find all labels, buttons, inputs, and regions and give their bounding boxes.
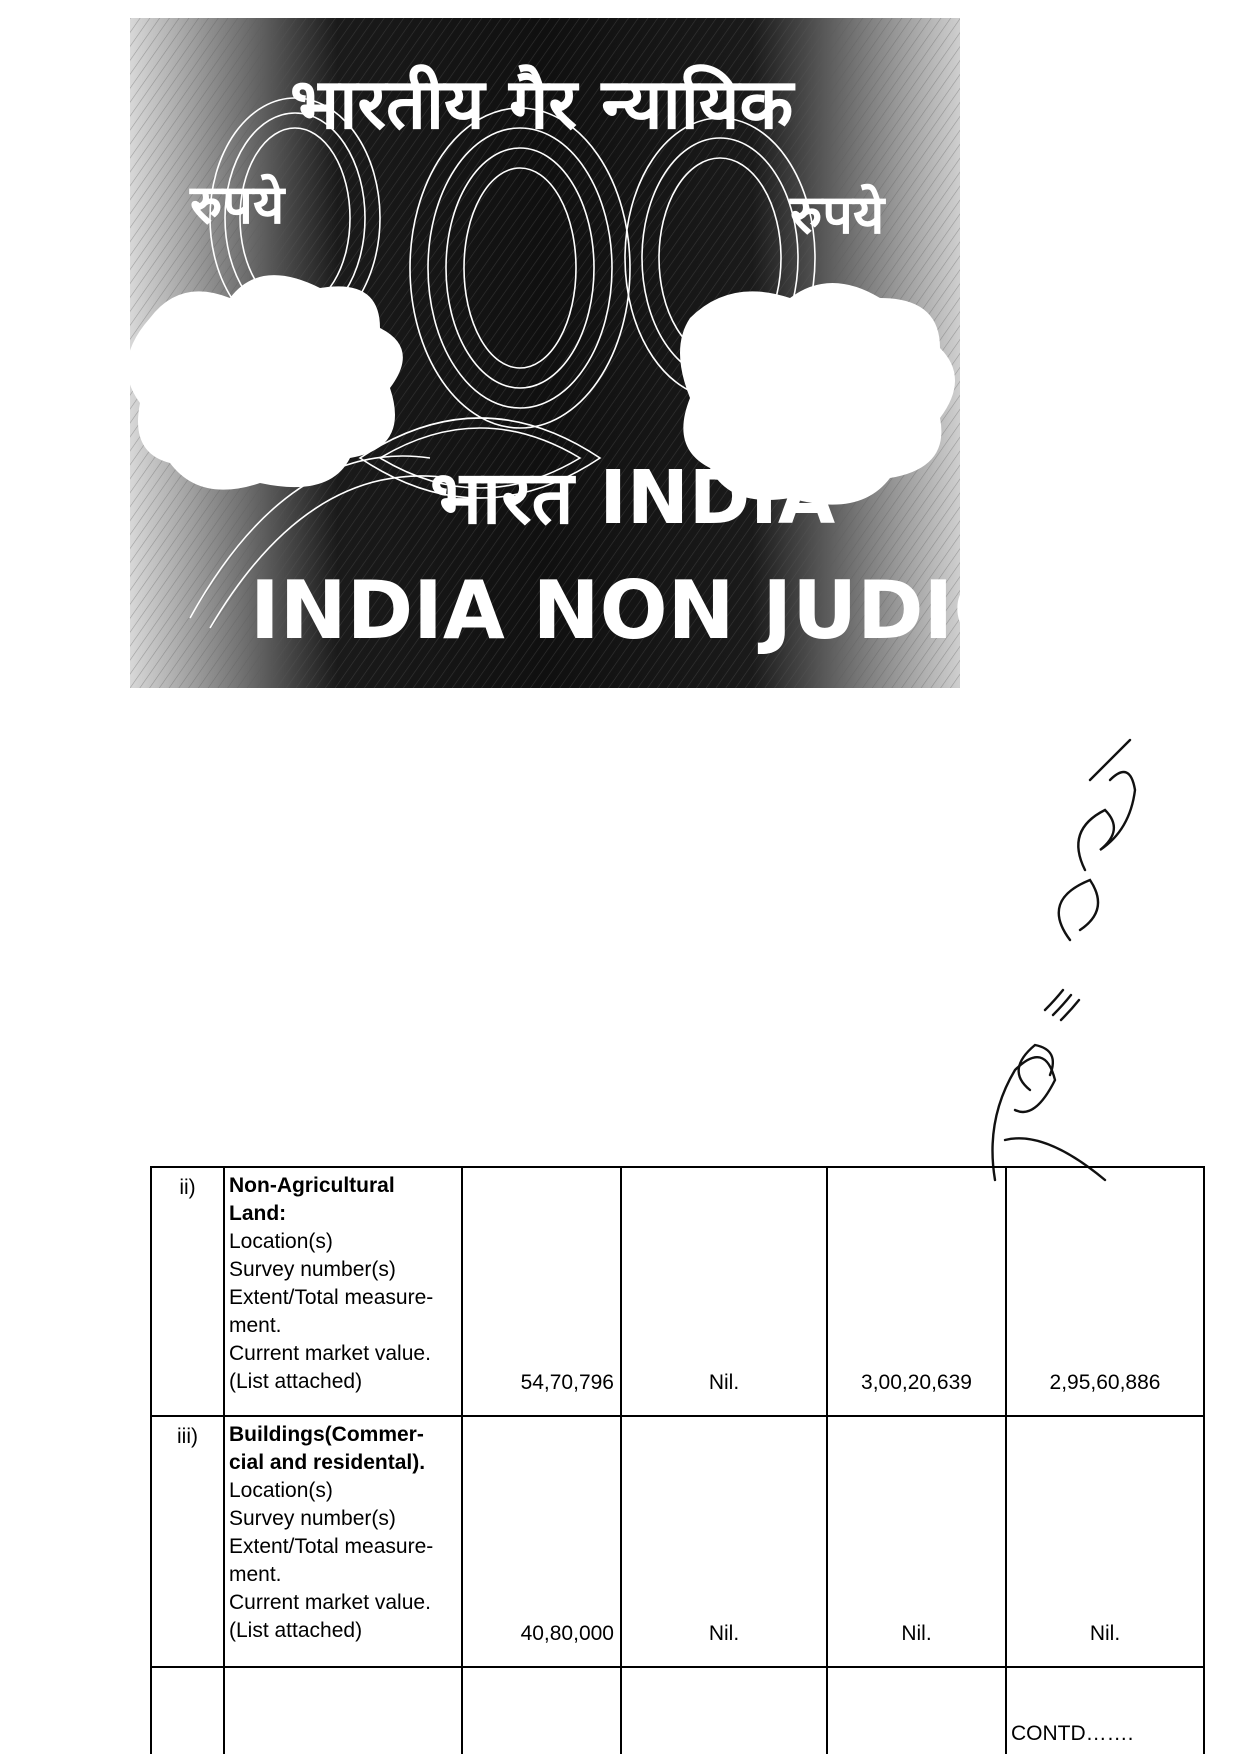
stamp-hindi-left: रुपये bbox=[190, 173, 285, 236]
stamp-hindi-header: भारतीय गैर न्यायिक bbox=[290, 63, 794, 145]
value-cell: 3,00,20,639 bbox=[827, 1167, 1006, 1416]
stamp-bharat-india: भारत INDIA bbox=[430, 455, 836, 541]
asset-title-line: Non-Agricultural bbox=[229, 1174, 395, 1197]
table-row bbox=[151, 1667, 1204, 1754]
asset-detail-line: ment. bbox=[229, 1314, 282, 1337]
serial-number: iii) bbox=[151, 1416, 224, 1667]
value-cell: Nil. bbox=[621, 1416, 827, 1667]
contd-cell bbox=[1006, 1667, 1204, 1754]
asset-title-line: Buildings(Commer- bbox=[229, 1423, 424, 1446]
asset-detail-line: Location(s) bbox=[229, 1479, 333, 1502]
asset-detail-line: (List attached) bbox=[229, 1619, 363, 1642]
table-row bbox=[151, 1416, 1204, 1667]
assets-table bbox=[150, 1166, 1205, 1754]
empty-cell bbox=[151, 1667, 224, 1754]
stamp-hindi-right: रुपये bbox=[790, 183, 885, 246]
asset-detail-line: (List attached) bbox=[229, 1370, 363, 1393]
asset-title-line: cial and residental). bbox=[229, 1451, 426, 1474]
handwritten-signature bbox=[975, 740, 1150, 1180]
value-cell: Nil. bbox=[827, 1416, 1006, 1667]
continued-label: CONTD……. bbox=[1011, 1722, 1134, 1745]
asset-detail-line: ment. bbox=[229, 1563, 282, 1586]
serial-number: ii) bbox=[151, 1167, 224, 1416]
empty-cell bbox=[827, 1667, 1006, 1754]
asset-detail-line: Extent/Total measure- bbox=[229, 1535, 434, 1558]
asset-detail-line: Current market value. bbox=[229, 1591, 431, 1614]
asset-description bbox=[224, 1167, 462, 1416]
asset-title-line: Land: bbox=[229, 1202, 287, 1225]
asset-detail-line: Current market value. bbox=[229, 1342, 431, 1365]
value-cell: Nil. bbox=[1006, 1416, 1204, 1667]
empty-cell bbox=[224, 1667, 462, 1754]
table-row bbox=[151, 1167, 1204, 1416]
asset-description bbox=[224, 1416, 462, 1667]
stamp-india-non-judicial: INDIA NON JUDICIAL bbox=[250, 564, 1155, 657]
value-cell: 54,70,796 bbox=[462, 1167, 621, 1416]
value-cell: 2,95,60,886 bbox=[1006, 1167, 1204, 1416]
asset-detail-line: Location(s) bbox=[229, 1230, 333, 1253]
value-cell: Nil. bbox=[621, 1167, 827, 1416]
non-judicial-stamp bbox=[130, 18, 1155, 688]
asset-detail-line: Survey number(s) bbox=[229, 1258, 396, 1281]
value-cell: 40,80,000 bbox=[462, 1416, 621, 1667]
asset-detail-line: Survey number(s) bbox=[229, 1507, 396, 1530]
empty-cell bbox=[462, 1667, 621, 1754]
empty-cell bbox=[621, 1667, 827, 1754]
asset-detail-line: Extent/Total measure- bbox=[229, 1286, 434, 1309]
